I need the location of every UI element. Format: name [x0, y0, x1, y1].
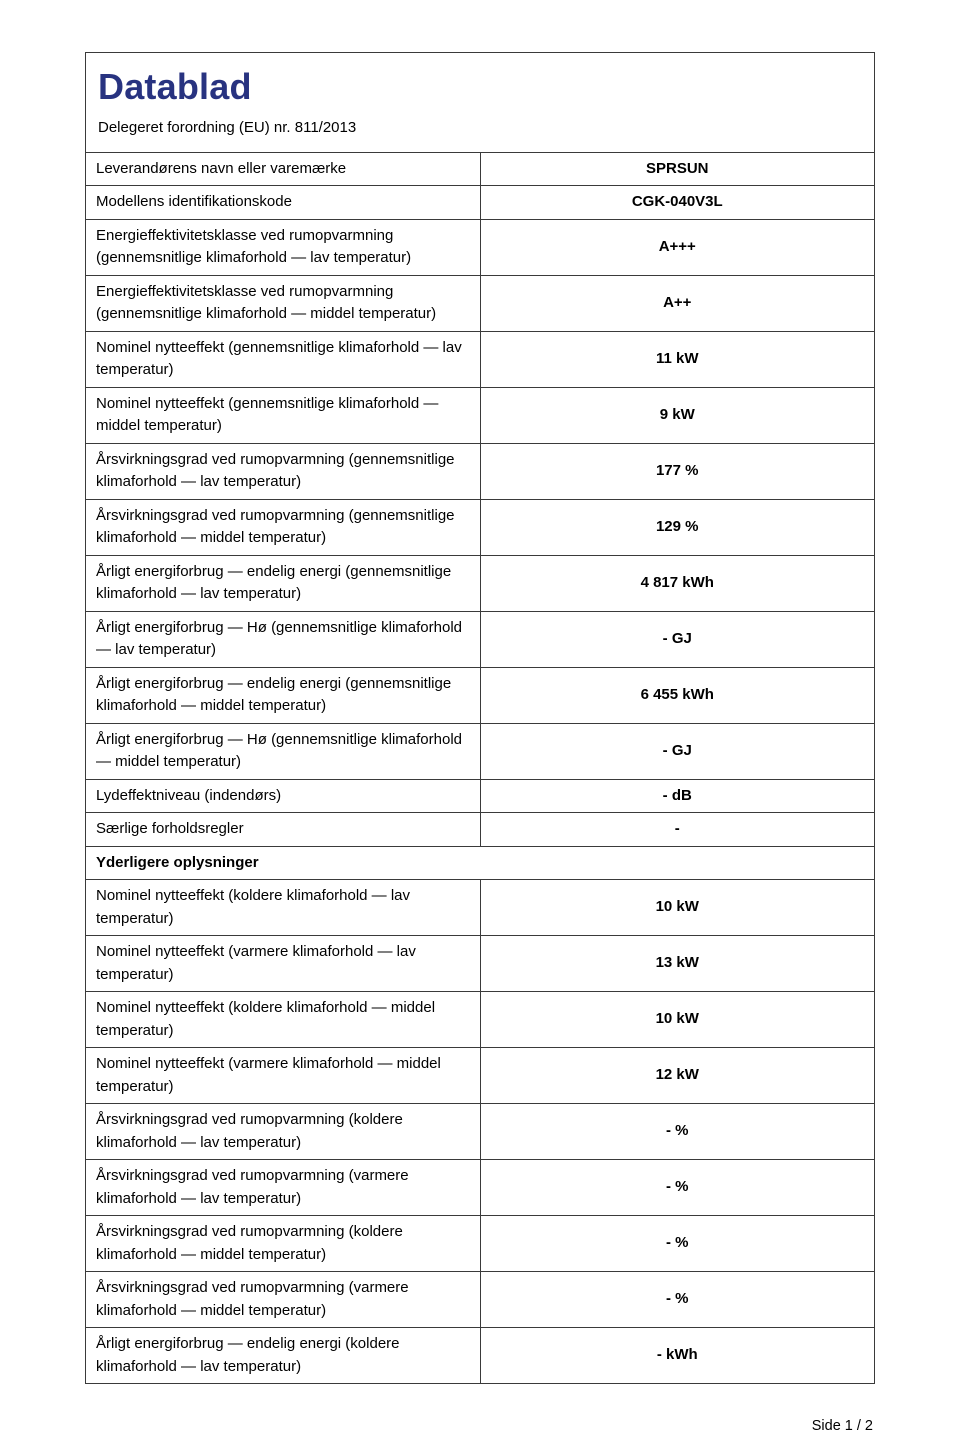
row-label: Nominel nytteeffekt (koldere klimaforhold — middel temperatur)	[86, 992, 481, 1048]
table-row	[86, 443, 875, 499]
row-label: Nominel nytteeffekt (gennemsnitlige klimaforhold — lav temperatur)	[86, 331, 481, 387]
table-row	[86, 1272, 875, 1328]
row-value: 6 455 kWh	[480, 667, 875, 723]
row-label: Årsvirkningsgrad ved rumopvarmning (koldere klimaforhold — middel temperatur)	[86, 1216, 481, 1272]
row-label: Årsvirkningsgrad ved rumopvarmning (koldere klimaforhold — lav temperatur)	[86, 1104, 481, 1160]
header-box	[85, 52, 875, 153]
table-row	[86, 1104, 875, 1160]
row-value: 12 kW	[480, 1048, 875, 1104]
row-label: Årsvirkningsgrad ved rumopvarmning (varmere klimaforhold — lav temperatur)	[86, 1160, 481, 1216]
row-label: Nominel nytteeffekt (varmere klimaforhold — lav temperatur)	[86, 936, 481, 992]
table-row	[86, 880, 875, 936]
row-value: - dB	[480, 779, 875, 813]
section-header: Yderligere oplysninger	[86, 846, 875, 880]
row-label: Nominel nytteeffekt (gennemsnitlige klimaforhold — middel temperatur)	[86, 387, 481, 443]
row-value: SPRSUN	[480, 152, 875, 186]
row-value: 129 %	[480, 499, 875, 555]
page-number: Side 1 / 2	[811, 1418, 873, 1434]
row-value: - %	[480, 1272, 875, 1328]
table-row	[86, 499, 875, 555]
table-row	[86, 219, 875, 275]
row-label: Årsvirkningsgrad ved rumopvarmning (gennemsnitlige klimaforhold — lav temperatur)	[86, 443, 481, 499]
table-row	[86, 555, 875, 611]
table-row	[86, 813, 875, 847]
row-label: Årsvirkningsgrad ved rumopvarmning (varmere klimaforhold — middel temperatur)	[86, 1272, 481, 1328]
table-row	[86, 611, 875, 667]
row-label: Årligt energiforbrug — Hø (gennemsnitlige klimaforhold — middel temperatur)	[86, 723, 481, 779]
row-value: - GJ	[480, 723, 875, 779]
row-value: - %	[480, 1160, 875, 1216]
row-value: A++	[480, 275, 875, 331]
document-title: Datablad	[98, 66, 252, 107]
table-row	[86, 1160, 875, 1216]
row-label: Leverandørens navn eller varemærke	[86, 152, 481, 186]
table-row	[86, 723, 875, 779]
table-row	[86, 152, 875, 186]
table-row	[86, 1328, 875, 1384]
table-row	[86, 331, 875, 387]
table-row	[86, 387, 875, 443]
table-row	[86, 1048, 875, 1104]
row-label: Årligt energiforbrug — endelig energi (gennemsnitlige klimaforhold — lav temperatur)	[86, 555, 481, 611]
table-row	[86, 1216, 875, 1272]
row-value: CGK-040V3L	[480, 186, 875, 220]
datasheet-table	[85, 152, 875, 1385]
row-label: Modellens identifikationskode	[86, 186, 481, 220]
row-label: Årsvirkningsgrad ved rumopvarmning (gennemsnitlige klimaforhold — middel temperatur)	[86, 499, 481, 555]
row-value: 9 kW	[480, 387, 875, 443]
row-value: 177 %	[480, 443, 875, 499]
row-value: - %	[480, 1216, 875, 1272]
row-label: Årligt energiforbrug — endelig energi (gennemsnitlige klimaforhold — middel temperatur)	[86, 667, 481, 723]
row-label: Energieffektivitetsklasse ved rumopvarmning (gennemsnitlige klimaforhold — lav temperatur)	[86, 219, 481, 275]
row-value: 10 kW	[480, 992, 875, 1048]
row-value: - %	[480, 1104, 875, 1160]
regulation-subtitle: Delegeret forordning (EU) nr. 811/2013	[98, 118, 357, 136]
table-row	[86, 992, 875, 1048]
table-row	[86, 186, 875, 220]
document-page	[85, 0, 875, 1434]
table-row	[86, 667, 875, 723]
row-value: A+++	[480, 219, 875, 275]
row-value: - GJ	[480, 611, 875, 667]
row-value: 10 kW	[480, 880, 875, 936]
datasheet-table-body	[86, 152, 875, 1384]
table-row	[86, 936, 875, 992]
row-label: Nominel nytteeffekt (varmere klimaforhold — middel temperatur)	[86, 1048, 481, 1104]
row-label: Årligt energiforbrug — endelig energi (koldere klimaforhold — lav temperatur)	[86, 1328, 481, 1384]
row-value: 11 kW	[480, 331, 875, 387]
row-value: -	[480, 813, 875, 847]
row-label: Energieffektivitetsklasse ved rumopvarmning (gennemsnitlige klimaforhold — middel temperatur)	[86, 275, 481, 331]
row-label: Lydeffektniveau (indendørs)	[86, 779, 481, 813]
row-label: Særlige forholdsregler	[86, 813, 481, 847]
row-value: 4 817 kWh	[480, 555, 875, 611]
section-row	[86, 846, 875, 880]
row-value: - kWh	[480, 1328, 875, 1384]
row-label: Nominel nytteeffekt (koldere klimaforhold — lav temperatur)	[86, 880, 481, 936]
page-footer	[85, 1418, 875, 1434]
table-row	[86, 779, 875, 813]
row-value: 13 kW	[480, 936, 875, 992]
table-row	[86, 275, 875, 331]
row-label: Årligt energiforbrug — Hø (gennemsnitlige klimaforhold — lav temperatur)	[86, 611, 481, 667]
